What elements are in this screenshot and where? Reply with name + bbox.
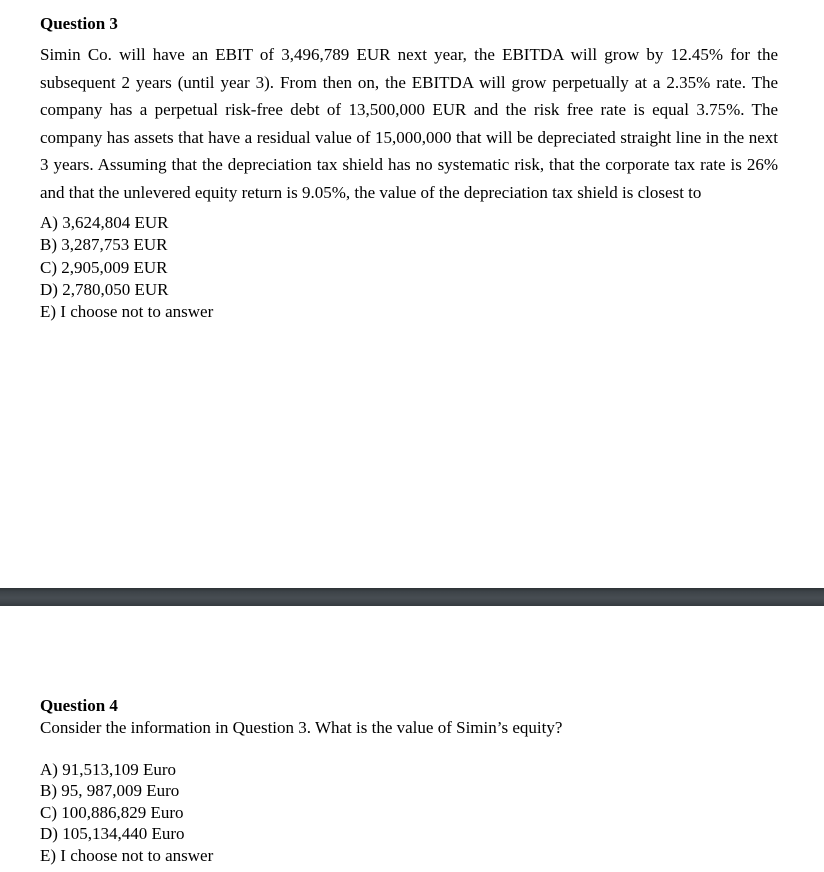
answer-option-a: A) 91,513,109 Euro — [40, 759, 176, 779]
question-3-options — [40, 212, 778, 323]
answer-option-c: C) 100,886,829 Euro — [40, 802, 184, 822]
section-divider — [0, 588, 824, 606]
question-4-title: Question 4 — [40, 696, 118, 715]
answer-option-e: E) I choose not to answer — [40, 302, 214, 322]
answer-option-a: A) 3,624,804 EUR — [40, 213, 169, 232]
answer-option-d: D) 2,780,050 EUR — [40, 279, 169, 299]
question-4 — [40, 695, 778, 866]
answer-option-c: C) 2,905,009 EUR — [40, 257, 168, 277]
question-4-body: Consider the information in Question 3. What is the value of Simin’s equity? — [40, 718, 563, 737]
question-3-title: Question 3 — [40, 14, 118, 33]
answer-option-b: B) 3,287,753 EUR — [40, 235, 168, 255]
question-3-body: Simin Co. will have an EBIT of 3,496,789 EUR next year, the EBITDA will grow by 12.45% for the subsequent 2 years (until year 3). From then on, the EBITDA will grow perpetually at a 2.35% rate. The company has a perpetual risk-free debt of 13,500,000 EUR and the risk free rate is equal 3.75%. The company has assets that have a residual value of 15,000,000 that will be depreciated straight line in the next 3 years. Assuming that the depreciation tax shield has no systematic risk, that the corporate tax rate is 26% and that the unlevered equity return is 9.05%, the value of the depreciation tax shield is closest to — [40, 45, 778, 202]
question-4-options — [40, 759, 778, 867]
answer-option-b: B) 95, 987,009 Euro — [40, 781, 180, 800]
question-3 — [40, 13, 778, 323]
answer-option-e: E) I choose not to answer — [40, 845, 214, 865]
answer-option-d: D) 105,134,440 Euro — [40, 824, 185, 843]
